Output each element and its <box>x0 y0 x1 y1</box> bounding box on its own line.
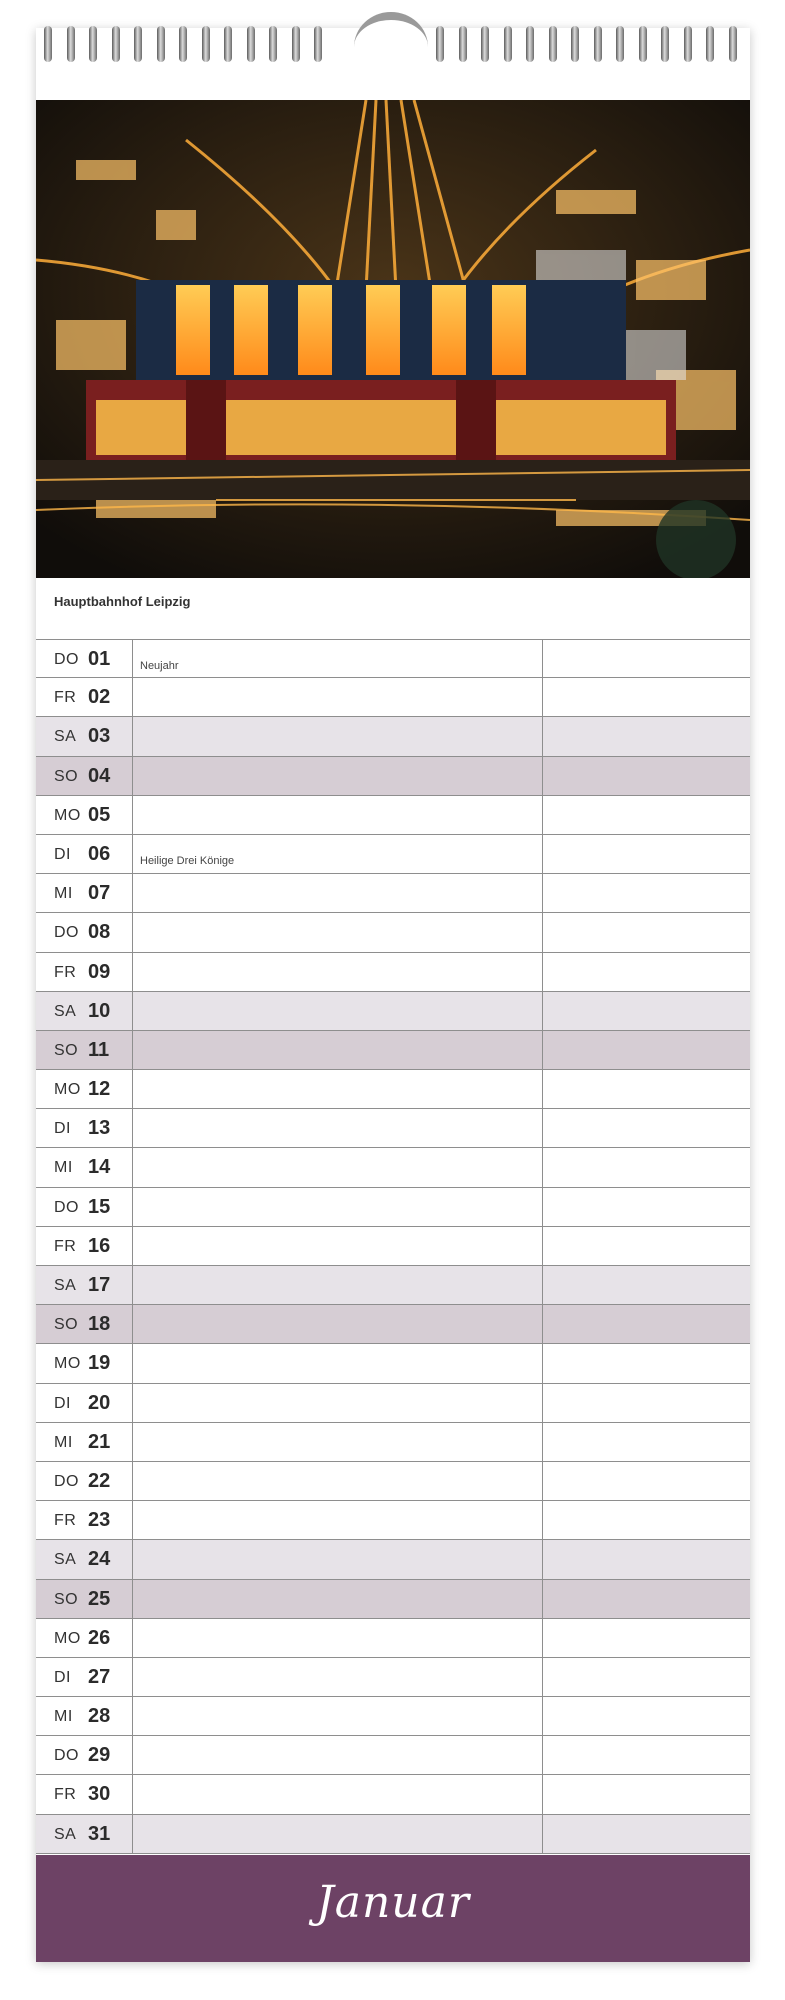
binding-ring <box>314 26 322 62</box>
day-number: 11 <box>88 1038 110 1061</box>
day-number: 23 <box>88 1509 111 1532</box>
column-divider <box>542 835 543 873</box>
day-row <box>36 835 750 874</box>
weekday-label: SA <box>54 1002 77 1020</box>
column-divider <box>542 1384 543 1422</box>
binding-ring <box>67 26 75 62</box>
column-divider <box>132 1697 133 1735</box>
day-number: 25 <box>88 1587 111 1610</box>
column-divider <box>542 1305 543 1343</box>
weekday-label: MI <box>54 1159 73 1177</box>
weekday-label: DI <box>54 845 71 863</box>
day-number: 02 <box>88 686 111 709</box>
column-divider <box>542 1775 543 1813</box>
day-row <box>36 757 750 796</box>
column-divider <box>542 796 543 834</box>
column-divider <box>542 717 543 755</box>
weekday-label: SO <box>54 767 79 785</box>
column-divider <box>132 757 133 795</box>
day-number: 16 <box>88 1234 111 1257</box>
day-number: 22 <box>88 1469 111 1492</box>
photo-illustration <box>36 100 750 578</box>
column-divider <box>542 1227 543 1265</box>
day-number: 29 <box>88 1744 111 1767</box>
day-row <box>36 1697 750 1736</box>
day-row <box>36 874 750 913</box>
day-row <box>36 992 750 1031</box>
day-row <box>36 1266 750 1305</box>
weekday-label: MI <box>54 885 73 903</box>
day-row <box>36 1070 750 1109</box>
day-row <box>36 953 750 992</box>
column-divider <box>132 953 133 991</box>
column-divider <box>132 1305 133 1343</box>
weekday-label: SO <box>54 1316 79 1334</box>
weekday-label: FR <box>54 963 77 981</box>
day-number: 18 <box>88 1313 111 1336</box>
weekday-label: SA <box>54 728 77 746</box>
column-divider <box>132 874 133 912</box>
binding-ring <box>89 26 97 62</box>
column-divider <box>132 1501 133 1539</box>
column-divider <box>132 1344 133 1382</box>
day-row <box>36 1031 750 1070</box>
column-divider <box>542 1619 543 1657</box>
column-divider <box>542 1188 543 1226</box>
day-number: 04 <box>88 764 111 787</box>
binding-ring <box>157 26 165 62</box>
holiday-note: Heilige Drei Könige <box>140 854 235 867</box>
binding-ring <box>504 26 512 62</box>
column-divider <box>542 874 543 912</box>
day-number: 21 <box>88 1430 111 1453</box>
weekday-label: MI <box>54 1433 73 1451</box>
weekday-label: DO <box>54 924 79 942</box>
column-divider <box>542 1109 543 1147</box>
day-number: 19 <box>88 1352 111 1375</box>
weekday-label: FR <box>54 1237 77 1255</box>
calendar-page <box>36 28 750 1962</box>
column-divider <box>542 1462 543 1500</box>
weekday-label: DI <box>54 1668 71 1686</box>
column-divider <box>132 1148 133 1186</box>
column-divider <box>132 1266 133 1304</box>
day-number: 09 <box>88 960 111 983</box>
day-row <box>36 1305 750 1344</box>
day-number: 20 <box>88 1391 111 1414</box>
day-number: 12 <box>88 1078 111 1101</box>
column-divider <box>542 1736 543 1774</box>
binding-ring <box>436 26 444 62</box>
hanger-hook <box>354 12 428 82</box>
weekday-label: FR <box>54 1786 77 1804</box>
weekday-label: DI <box>54 1394 71 1412</box>
column-divider <box>542 1697 543 1735</box>
binding-ring <box>571 26 579 62</box>
day-number: 24 <box>88 1548 111 1571</box>
column-divider <box>132 678 133 716</box>
day-number: 17 <box>88 1274 111 1296</box>
day-number: 30 <box>88 1783 111 1806</box>
column-divider <box>132 1227 133 1265</box>
column-divider <box>542 1423 543 1461</box>
weekday-label: SA <box>54 1825 77 1843</box>
column-divider <box>132 992 133 1030</box>
column-divider <box>542 992 543 1030</box>
weekday-label: DI <box>54 1120 71 1138</box>
binding-ring <box>459 26 467 62</box>
day-row <box>36 1775 750 1814</box>
column-divider <box>542 678 543 716</box>
day-number: 28 <box>88 1705 111 1728</box>
weekday-label: DO <box>54 1198 79 1216</box>
day-row <box>36 1736 750 1775</box>
weekday-label: SO <box>54 1590 79 1608</box>
binding-ring <box>481 26 489 62</box>
day-row <box>36 678 750 717</box>
day-number: 10 <box>88 999 111 1022</box>
column-divider <box>542 1815 543 1853</box>
weekday-label: SA <box>54 1551 77 1569</box>
binding-ring <box>134 26 142 62</box>
holiday-note: Neujahr <box>140 660 179 672</box>
column-divider <box>542 1540 543 1578</box>
day-number: 06 <box>88 842 111 865</box>
column-divider <box>542 1266 543 1304</box>
weekday-label: SA <box>54 1277 77 1294</box>
weekday-label: DO <box>54 1747 79 1765</box>
binding-ring <box>549 26 557 62</box>
day-row <box>36 796 750 835</box>
column-divider <box>132 1188 133 1226</box>
binding-ring <box>729 26 737 62</box>
weekday-label: MI <box>54 1708 73 1726</box>
day-number: 01 <box>88 648 111 670</box>
binding-ring <box>247 26 255 62</box>
day-row <box>36 1384 750 1423</box>
column-divider <box>542 1148 543 1186</box>
binding-ring <box>224 26 232 62</box>
column-divider <box>542 913 543 951</box>
weekday-label: DO <box>54 651 79 668</box>
day-number: 15 <box>88 1195 111 1218</box>
column-divider <box>132 1070 133 1108</box>
day-number: 03 <box>88 725 111 748</box>
station-photo <box>36 100 750 578</box>
column-divider <box>542 1070 543 1108</box>
day-number: 05 <box>88 803 111 826</box>
day-row <box>36 1815 750 1854</box>
day-row <box>36 717 750 756</box>
month-footer <box>36 1855 750 1962</box>
column-divider <box>132 717 133 755</box>
binding-ring <box>616 26 624 62</box>
weekday-label: DO <box>54 1472 79 1490</box>
column-divider <box>132 1736 133 1774</box>
day-number: 14 <box>88 1156 111 1179</box>
day-number: 26 <box>88 1626 111 1649</box>
weekday-label: MO <box>54 806 81 824</box>
column-divider <box>132 1462 133 1500</box>
column-divider <box>132 1540 133 1578</box>
day-number: 07 <box>88 882 111 905</box>
column-divider <box>132 1658 133 1696</box>
binding-ring <box>526 26 534 62</box>
column-divider <box>542 1658 543 1696</box>
binding-ring <box>684 26 692 62</box>
column-divider <box>132 1580 133 1618</box>
day-number: 27 <box>88 1665 111 1688</box>
column-divider <box>542 640 543 677</box>
column-divider <box>542 953 543 991</box>
day-row <box>36 1619 750 1658</box>
column-divider <box>542 1501 543 1539</box>
weekday-label: FR <box>54 689 77 707</box>
column-divider <box>132 1423 133 1461</box>
binding-ring <box>706 26 714 62</box>
spiral-binding <box>36 0 750 70</box>
binding-ring <box>202 26 210 62</box>
binding-ring <box>594 26 602 62</box>
binding-ring <box>269 26 277 62</box>
day-row <box>36 1658 750 1697</box>
column-divider <box>132 835 133 873</box>
day-grid <box>36 639 750 1854</box>
day-row <box>36 1462 750 1501</box>
day-row <box>36 1148 750 1187</box>
day-number: 31 <box>88 1822 111 1845</box>
day-row <box>36 1227 750 1266</box>
photo-caption: Hauptbahnhof Leipzig <box>54 594 191 609</box>
day-row <box>36 1423 750 1462</box>
binding-ring <box>292 26 300 62</box>
day-row <box>36 1344 750 1383</box>
weekday-label: MO <box>54 1355 81 1373</box>
column-divider <box>132 1619 133 1657</box>
column-divider <box>132 1775 133 1813</box>
day-row <box>36 1109 750 1148</box>
binding-ring <box>661 26 669 62</box>
column-divider <box>132 1815 133 1853</box>
month-title: Januar <box>316 1877 470 1928</box>
weekday-label: FR <box>54 1512 77 1530</box>
column-divider <box>132 1031 133 1069</box>
column-divider <box>542 1031 543 1069</box>
column-divider <box>132 913 133 951</box>
day-row <box>36 639 750 678</box>
column-divider <box>542 1580 543 1618</box>
day-row <box>36 1188 750 1227</box>
binding-ring <box>179 26 187 62</box>
day-number: 13 <box>88 1117 111 1140</box>
binding-ring <box>112 26 120 62</box>
day-row <box>36 1580 750 1619</box>
weekday-label: MO <box>54 1629 81 1647</box>
column-divider <box>542 1344 543 1382</box>
weekday-label: SO <box>54 1041 79 1059</box>
column-divider <box>132 1384 133 1422</box>
column-divider <box>542 757 543 795</box>
weekday-label: MO <box>54 1081 81 1099</box>
column-divider <box>132 1109 133 1147</box>
binding-ring <box>639 26 647 62</box>
column-divider <box>132 640 133 677</box>
day-row <box>36 1540 750 1579</box>
day-row <box>36 1501 750 1540</box>
column-divider <box>132 796 133 834</box>
day-number: 08 <box>88 921 111 944</box>
day-row <box>36 913 750 952</box>
binding-ring <box>44 26 52 62</box>
